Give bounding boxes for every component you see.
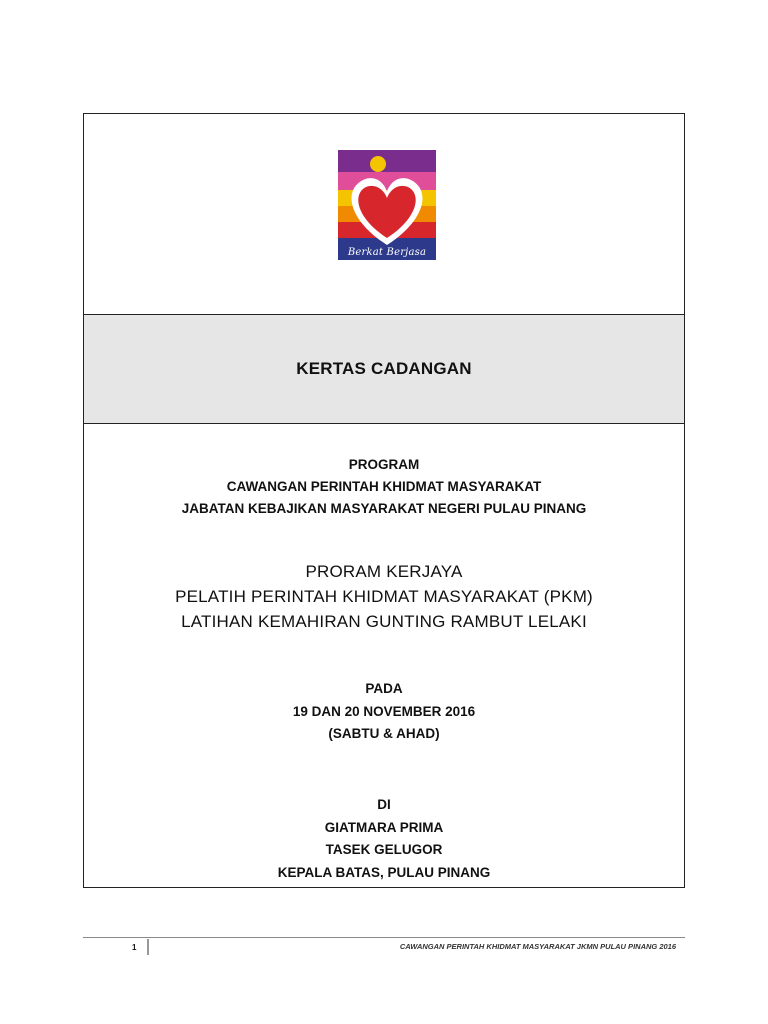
program-line-2: JABATAN KEBAJIKAN MASYARAKAT NEGERI PULAU PINANG: [181, 501, 587, 516]
body-section: [84, 424, 684, 887]
berkat-berjasa-logo: [338, 150, 436, 260]
venue-line-3: KEPALA BATAS, PULAU PINANG: [277, 865, 491, 880]
proram-line-3: LATIHAN KEMAHIRAN GUNTING RAMBUT LELAKI: [181, 612, 587, 631]
proram-line-1: PRORAM KERJAYA: [305, 562, 463, 581]
logo-section: [84, 114, 684, 315]
page-number: 1: [132, 943, 137, 952]
event-days: (SABTU & AHAD): [328, 726, 440, 741]
page-number-divider: [147, 939, 149, 955]
logo-caption: Berkat Berjasa: [347, 247, 427, 258]
venue-line-1: GIATMARA PRIMA: [324, 820, 444, 835]
proram-line-2: PELATIH PERINTAH KHIDMAT MASYARAKAT (PKM): [175, 587, 593, 606]
venue-label: DI: [377, 797, 391, 812]
program-label: PROGRAM: [348, 457, 420, 472]
document-title: KERTAS CADANGAN: [296, 359, 472, 378]
date-label: PADA: [365, 681, 403, 696]
event-dates: 19 DAN 20 NOVEMBER 2016: [292, 704, 476, 719]
heart-logo-icon: [338, 150, 436, 260]
title-section: [84, 315, 684, 424]
footer-text: CAWANGAN PERINTAH KHIDMAT MASYARAKAT JKMN PULAU PINANG 2016: [399, 942, 676, 951]
footer-rule: [83, 937, 685, 938]
document-frame: [83, 113, 685, 888]
venue-line-2: TASEK GELUGOR: [325, 842, 443, 857]
program-line-1: CAWANGAN PERINTAH KHIDMAT MASYARAKAT: [226, 479, 542, 494]
